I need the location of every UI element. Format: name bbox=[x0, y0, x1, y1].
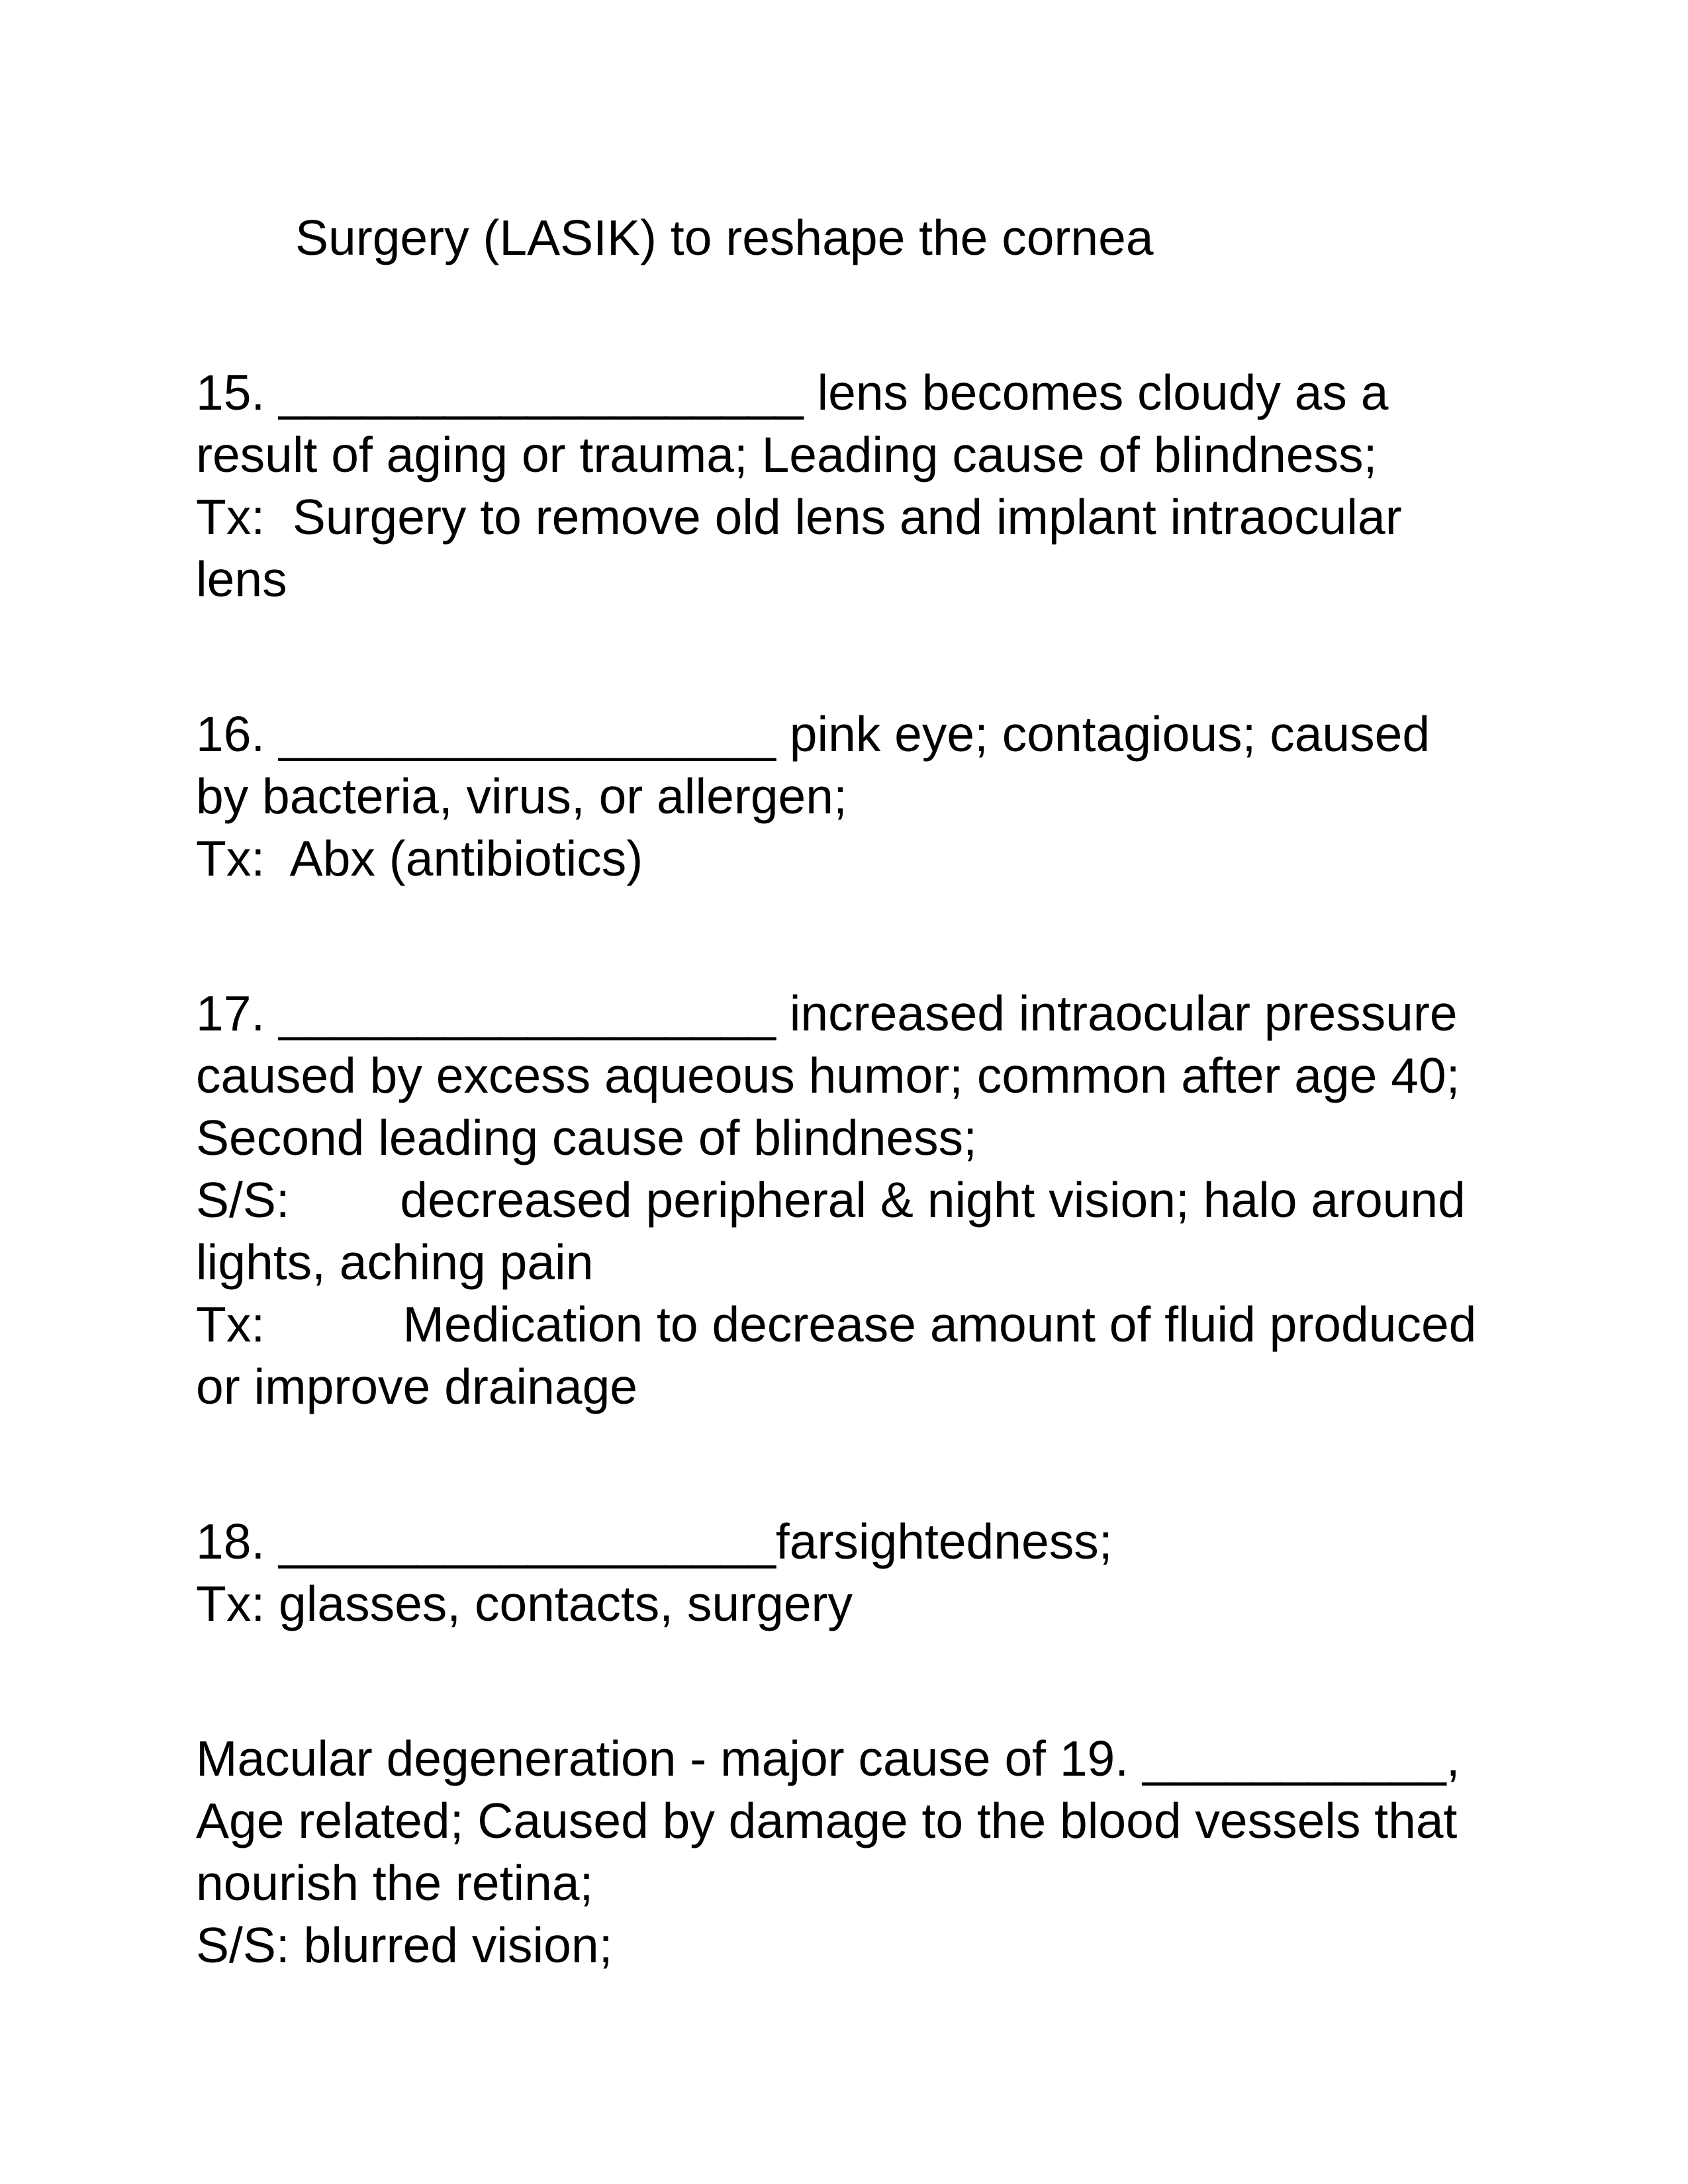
text-line: Second leading cause of blindness; bbox=[196, 1110, 978, 1165]
treatment-line: Tx: glasses, contacts, surgery bbox=[196, 1576, 853, 1631]
text-line-with-blank: 17. __________________ increased intraocular pressure bbox=[196, 985, 1458, 1041]
signs-symptoms-line: S/S: blurred vision; bbox=[196, 1917, 613, 1973]
text-line: caused by excess aqueous humor; common after age 40; bbox=[196, 1048, 1460, 1103]
text-line: by bacteria, virus, or allergen; bbox=[196, 768, 847, 824]
text-line-with-blank: 18. __________________farsightedness; bbox=[196, 1514, 1113, 1569]
text-line: nourish the retina; bbox=[196, 1855, 594, 1911]
text-line: lens bbox=[196, 551, 287, 607]
text-line: or improve drainage bbox=[196, 1359, 638, 1414]
page-title: Surgery (LASIK) to reshape the cornea bbox=[295, 210, 1154, 265]
signs-symptoms-line: S/S: decreased peripheral & night vision; halo around bbox=[196, 1172, 1466, 1228]
paragraph-item-19 bbox=[196, 1727, 1503, 1976]
paragraph-item-17 bbox=[196, 982, 1503, 1418]
paragraph-item-16 bbox=[196, 703, 1503, 889]
treatment-line: Tx: Abx (antibiotics) bbox=[196, 831, 643, 886]
text-line-with-blank: 16. __________________ pink eye; contagious; caused bbox=[196, 706, 1430, 762]
text-line: Age related; Caused by damage to the blood vessels that bbox=[196, 1793, 1458, 1848]
text-line-with-blank: 15. ___________________ lens becomes cloudy as a bbox=[196, 365, 1389, 420]
text-line-with-blank: Macular degeneration - major cause of 19. ___________, bbox=[196, 1731, 1460, 1786]
paragraph-item-18 bbox=[196, 1510, 1503, 1635]
treatment-line: Tx: Medication to decrease amount of fluid produced bbox=[196, 1297, 1477, 1352]
text-line: result of aging or trauma; Leading cause of blindness; bbox=[196, 427, 1378, 482]
text-line: lights, aching pain bbox=[196, 1234, 594, 1290]
treatment-line: Tx: Surgery to remove old lens and implant intraocular bbox=[196, 489, 1402, 545]
paragraph-item-15 bbox=[196, 361, 1503, 610]
